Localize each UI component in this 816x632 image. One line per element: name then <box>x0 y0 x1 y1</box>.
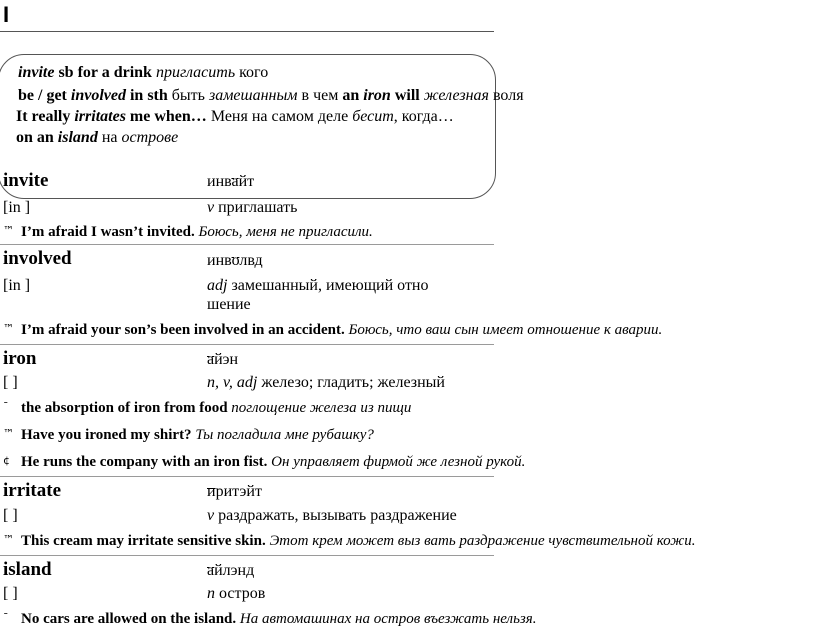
entry-meaning: v раздражать, вызывать раздражение <box>207 507 457 524</box>
example: ¯ the absorption of iron from food поглощение железа из пищи <box>3 400 412 416</box>
box-phrase-segment: железная <box>423 87 489 104</box>
box-phrase-segment: It really <box>16 108 75 125</box>
box-phrase-segment: be / get <box>18 87 71 104</box>
box-phrase-segment: will <box>390 87 424 104</box>
entry-pronunciation: айэн <box>207 351 239 368</box>
box-phrase-segment: острове <box>121 129 179 146</box>
box-line <box>16 129 178 147</box>
entry-meaning: n остров <box>207 585 266 602</box>
bullet-icon: ¢ <box>3 454 10 467</box>
box-line <box>18 64 268 82</box>
example: ¯ No cars are allowed on the island. На автомашинах на остров въезжать нельзя. <box>3 611 537 627</box>
box-phrase-segment: , когда… <box>393 108 454 125</box>
bullet-icon: ™ <box>3 322 14 335</box>
entry-pronunciation: инволвд <box>207 252 263 269</box>
entry-transcription: [in ] <box>3 199 31 216</box>
box-phrase-segment: замешанным <box>208 87 298 104</box>
entry-meaning-continued: шение <box>207 296 251 313</box>
section-letter: I <box>3 2 10 27</box>
bullet-icon: ¯ <box>3 611 9 624</box>
box-phrase-segment: пригласить <box>155 64 236 81</box>
box-phrase-segment: Меня на самом деле <box>210 108 353 125</box>
entry-word: island <box>3 559 52 580</box>
box-phrase-segment: кого <box>235 64 269 81</box>
entry-transcription: [ ] <box>3 374 18 391</box>
header-rule <box>0 31 494 32</box>
example: ™ This cream may irritate sensitive skin. Этот крем может выз вать раздражение чувствительной кожи. <box>3 533 696 549</box>
box-phrase-segment: island <box>57 129 98 146</box>
entry-transcription: [in ] <box>3 277 31 294</box>
entry-transcription: [ ] <box>3 585 18 602</box>
entry-transcription: [ ] <box>3 507 18 524</box>
box-phrase-segment: воля <box>488 87 524 104</box>
bullet-icon: ¯ <box>3 400 9 413</box>
box-phrase-segment: irritates <box>74 108 126 125</box>
box-phrase-segment: an <box>342 87 364 104</box>
box-phrase-segment: на <box>97 129 122 146</box>
entry-meaning: v приглашать <box>207 199 298 216</box>
divider <box>0 244 494 245</box>
bullet-icon: ™ <box>3 427 14 440</box>
box-phrase-segment: быть <box>171 87 209 104</box>
box-phrase-segment: me when… <box>125 108 211 125</box>
box-phrase-segment: invite <box>18 64 55 81</box>
box-line <box>18 87 524 105</box>
example: ™ Have you ironed my shirt? Ты погладила мне рубашку? <box>3 427 374 443</box>
example: ™ I’m afraid I wasn’t invited. Боюсь, меня не пригласили. <box>3 224 373 240</box>
entry-pronunciation: айлэнд <box>207 562 255 579</box>
divider <box>0 476 494 477</box>
box-phrase-segment: involved <box>70 87 126 104</box>
entry-pronunciation: инвайт <box>207 173 255 190</box>
box-phrase-segment: on an <box>16 129 58 146</box>
box-phrase-segment: бесит <box>352 108 394 125</box>
entry-meaning: adj замешанный, имеющий отно <box>207 277 429 294</box>
divider <box>0 344 494 345</box>
box-phrase-segment: in sth <box>125 87 172 104</box>
box-phrase-segment: iron <box>363 87 391 104</box>
box-line <box>16 108 454 126</box>
entry-word: irritate <box>3 480 62 501</box>
entry-meaning: n, v, adj железо; гладить; железный <box>207 374 445 391</box>
bullet-icon: ™ <box>3 224 14 237</box>
bullet-icon: ™ <box>3 533 14 546</box>
box-phrase-segment: в чем <box>297 87 343 104</box>
entry-word: involved <box>3 248 72 269</box>
divider <box>0 555 494 556</box>
entry-word: iron <box>3 348 37 369</box>
box-phrase-segment: sb for a drink <box>54 64 156 81</box>
entry-pronunciation: иритэйт <box>207 483 262 500</box>
example: ™ I’m afraid your son’s been involved in an accident. Боюсь, что ваш сын имеет отношение к аварии. <box>3 322 663 338</box>
entry-word: invite <box>3 170 49 191</box>
example: ¢ He runs the company with an iron fist. Он управляет фирмой же лезной рукой. <box>3 454 526 470</box>
